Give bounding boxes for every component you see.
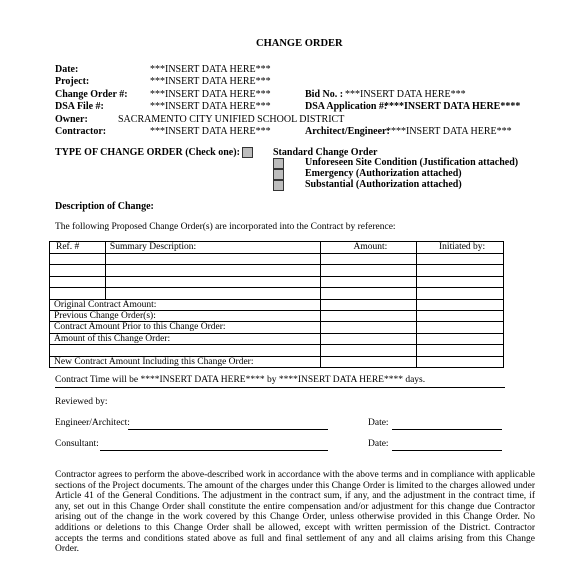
agreement-paragraph: Contractor agrees to perform the above-described work in accordance with the above terms and in compliance with applicable sections of the Project documents. The amount of the charges under this Change Order is limited to the charges allowed under Article 41 of the General Conditions. The adjustment in the contract sum, if any, and the adjustment in the contract time, if any, set out in this Change Order shall constitute the entire compensation and/or adjustment for this change due Contractor arising out of the change in the work covered by this Change Order, unless otherwise provided in this Change Order. No additions or deletions to this Change Order shall be allowed, except with written permission of the District. Contractor accepts the terms and conditions stated above as full and final settlement of any and all claims arising from this Change Order. bbox=[55, 470, 535, 555]
project-label: Project: bbox=[55, 76, 90, 87]
owner-value[interactable]: SACRAMENTO CITY UNIFIED SCHOOL DISTRICT bbox=[118, 114, 345, 125]
consultant-date-label: Date: bbox=[368, 439, 389, 449]
contract-time-prefix: Contract Time will be bbox=[55, 375, 139, 385]
reviewed-by-label: Reviewed by: bbox=[55, 397, 108, 407]
type-of-change-label: TYPE OF CHANGE ORDER (Check one): bbox=[55, 147, 240, 158]
dsa-application-value[interactable]: ****INSERT DATA HERE**** bbox=[384, 101, 521, 112]
amount-cell[interactable] bbox=[320, 322, 417, 333]
summary-row-blank bbox=[50, 345, 504, 356]
owner-label: Owner: bbox=[55, 114, 88, 125]
contract-time-value2[interactable]: ****INSERT DATA HERE**** bbox=[278, 375, 403, 385]
blank-cell bbox=[417, 356, 504, 367]
summary-label bbox=[50, 345, 321, 356]
summary-row-prior bbox=[50, 322, 504, 333]
consultant-label: Consultant: bbox=[55, 439, 99, 449]
divider-line bbox=[55, 387, 505, 388]
contract-time-mid: by bbox=[266, 375, 277, 385]
bid-number-value[interactable]: ***INSERT DATA HERE*** bbox=[345, 89, 466, 100]
blank-cell bbox=[417, 310, 504, 321]
summary-label: New Contract Amount Including this Change Order: bbox=[50, 356, 321, 367]
blank-cell bbox=[417, 333, 504, 344]
summary-label: Contract Amount Prior to this Change Order: bbox=[50, 322, 321, 333]
engineer-signature-line[interactable] bbox=[128, 429, 328, 430]
option-emergency-label: Emergency (Authorization attached) bbox=[305, 168, 462, 179]
engineer-date-line[interactable] bbox=[392, 429, 502, 430]
change-order-number-label: Change Order #: bbox=[55, 89, 128, 100]
contractor-label: Contractor: bbox=[55, 126, 107, 137]
project-value[interactable]: ***INSERT DATA HERE*** bbox=[150, 76, 271, 87]
summary-row-new bbox=[50, 356, 504, 367]
blank-cell bbox=[417, 299, 504, 310]
unforeseen-checkbox[interactable] bbox=[273, 158, 284, 169]
option-standard-label: Standard Change Order bbox=[273, 147, 378, 158]
description-intro: The following Proposed Change Order(s) are incorporated into the Contract by reference: bbox=[55, 222, 396, 232]
summary-row-this bbox=[50, 333, 504, 344]
amount-cell[interactable] bbox=[320, 356, 417, 367]
option-unforeseen-label: Unforeseen Site Condition (Justification attached) bbox=[305, 157, 519, 168]
change-order-table bbox=[49, 241, 504, 368]
dsa-file-value[interactable]: ***INSERT DATA HERE*** bbox=[150, 101, 271, 112]
change-order-number-value[interactable]: ***INSERT DATA HERE*** bbox=[150, 89, 271, 100]
option-substantial-label: Substantial (Authorization attached) bbox=[305, 179, 462, 190]
consultant-signature-line[interactable] bbox=[100, 450, 328, 451]
description-heading: Description of Change: bbox=[55, 201, 154, 212]
amount-cell[interactable] bbox=[320, 333, 417, 344]
emergency-checkbox[interactable] bbox=[273, 169, 284, 180]
header-initiated-by: Initiated by: bbox=[417, 242, 504, 254]
amount-cell[interactable] bbox=[320, 299, 417, 310]
amount-cell[interactable] bbox=[320, 310, 417, 321]
summary-row-previous bbox=[50, 310, 504, 321]
header-amount: Amount: bbox=[320, 242, 417, 254]
header-summary: Summary Description: bbox=[105, 242, 320, 254]
table-row[interactable] bbox=[50, 276, 504, 287]
date-label: Date: bbox=[55, 64, 79, 75]
summary-label: Original Contract Amount: bbox=[50, 299, 321, 310]
substantial-checkbox[interactable] bbox=[273, 180, 284, 191]
engineer-architect-label: Engineer/Architect: bbox=[55, 418, 130, 428]
table-header-row bbox=[50, 242, 504, 254]
page-title: CHANGE ORDER bbox=[256, 38, 343, 49]
bid-number-label: Bid No. : bbox=[305, 89, 344, 100]
date-value[interactable]: ***INSERT DATA HERE*** bbox=[150, 64, 271, 75]
amount-cell[interactable] bbox=[320, 345, 417, 356]
summary-label: Previous Change Order(s): bbox=[50, 310, 321, 321]
contract-time-line bbox=[55, 375, 425, 387]
consultant-date-line[interactable] bbox=[392, 450, 502, 451]
blank-cell bbox=[417, 322, 504, 333]
table-row[interactable] bbox=[50, 265, 504, 276]
dsa-file-label: DSA File #: bbox=[55, 101, 104, 112]
contract-time-suffix: days. bbox=[405, 375, 426, 385]
standard-checkbox[interactable] bbox=[242, 147, 253, 158]
architect-engineer-value[interactable]: ****INSERT DATA HERE*** bbox=[386, 126, 512, 137]
dsa-application-label: DSA Application #: bbox=[305, 101, 388, 112]
contractor-value[interactable]: ***INSERT DATA HERE*** bbox=[150, 126, 271, 137]
engineer-date-label: Date: bbox=[368, 418, 389, 428]
table-row[interactable] bbox=[50, 254, 504, 265]
summary-label: Amount of this Change Order: bbox=[50, 333, 321, 344]
table-row[interactable] bbox=[50, 288, 504, 299]
architect-engineer-label: Architect/Engineer: bbox=[305, 126, 390, 137]
header-ref: Ref. # bbox=[50, 242, 106, 254]
blank-cell bbox=[417, 345, 504, 356]
summary-row-original bbox=[50, 299, 504, 310]
contract-time-value1[interactable]: ****INSERT DATA HERE**** bbox=[140, 375, 265, 385]
